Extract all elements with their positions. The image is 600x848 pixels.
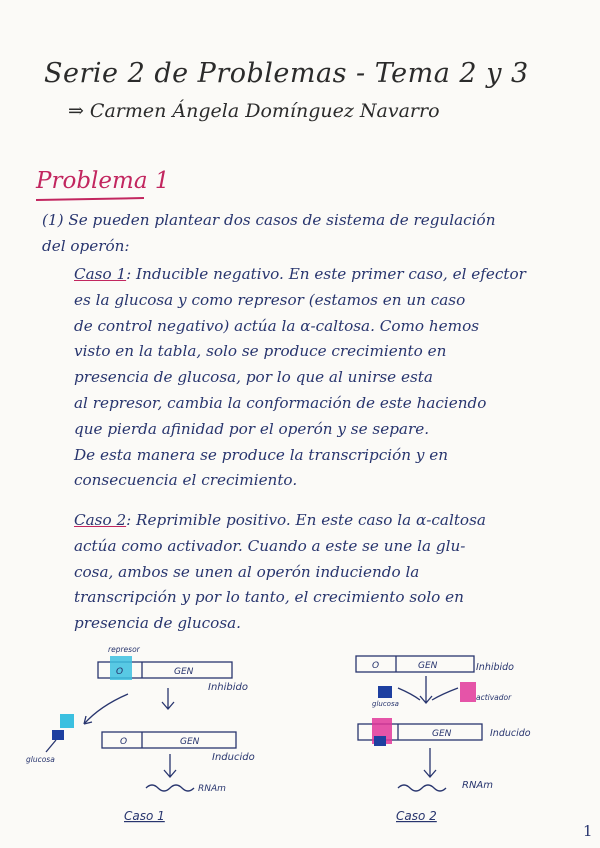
case1-glucosa-label: glucosa bbox=[26, 755, 55, 764]
text-line: transcripción y por lo tanto, el crecimiento solo en bbox=[74, 588, 464, 607]
caso1-paragraph bbox=[74, 262, 526, 494]
case1-caption: Caso 1 bbox=[124, 809, 165, 823]
text-line: De esta manera se produce la transcripción y en bbox=[74, 445, 449, 464]
case2-mrna-wave bbox=[398, 785, 446, 791]
case1-represor-label: represor bbox=[108, 645, 140, 654]
author-name: Carmen Ángela Domínguez Navarro bbox=[89, 100, 440, 122]
text-line: presencia de glucosa. bbox=[74, 614, 242, 633]
text-line: de control negativo) actúa la α-caltosa. Como hemos bbox=[74, 316, 480, 335]
text-line: Caso 2: Reprimible positivo. En este caso la α-caltosa bbox=[74, 511, 486, 529]
case1-state-top: Inhibido bbox=[208, 682, 248, 693]
text-line: Caso 1: Inducible negativo. En este primer caso, el efector bbox=[74, 265, 526, 283]
text-line: actúa como activador. Cuando a este se une la glu- bbox=[74, 536, 466, 555]
case1-operator2-label: O bbox=[120, 737, 128, 747]
case1-mrna-wave bbox=[146, 785, 194, 791]
page-title: Serie 2 de Problemas - Tema 2 y 3 bbox=[44, 58, 529, 89]
case2-operator-label: O bbox=[372, 661, 380, 671]
caso1-label: Caso 1 bbox=[74, 265, 127, 283]
text-line: del operón: bbox=[42, 236, 130, 255]
text-line: visto en la tabla, solo se produce crecimiento en bbox=[74, 342, 447, 361]
case1-released-repressor bbox=[60, 714, 74, 728]
author-line bbox=[68, 100, 440, 122]
case1-gene2-label: GEN bbox=[180, 737, 200, 747]
case1-glucosa-mark bbox=[52, 730, 64, 740]
text-line: que pierda afinidad por el operón y se separe. bbox=[74, 419, 430, 438]
case2-activador-label: activador bbox=[476, 693, 512, 702]
case2-caption: Caso 2 bbox=[396, 809, 437, 823]
heading-underline bbox=[36, 197, 144, 201]
case1-operator-label: O bbox=[116, 667, 124, 677]
case2-mrna-label: RNAm bbox=[462, 780, 494, 791]
case2-glucosa-mark bbox=[378, 686, 392, 698]
case2-glucosa-label: glucosa bbox=[372, 700, 399, 708]
problem-heading: Problema 1 bbox=[36, 168, 170, 194]
operon-diagram bbox=[0, 636, 600, 836]
case2-activador-mark bbox=[460, 682, 476, 702]
case1-state-bottom: Inducido bbox=[212, 752, 255, 763]
case1-mrna-label: RNAm bbox=[198, 784, 226, 794]
caso2-paragraph bbox=[74, 508, 486, 637]
text-line: (1) Se pueden plantear dos casos de sistema de regulación bbox=[42, 211, 496, 229]
case2-gene2-label: GEN bbox=[432, 729, 452, 739]
page-number: 1 bbox=[583, 822, 593, 840]
text-line: es la glucosa y como represor (estamos en un caso bbox=[74, 290, 466, 309]
case2-state-bottom: Inducido bbox=[490, 728, 531, 739]
text-line: consecuencia el crecimiento. bbox=[74, 471, 298, 490]
text-line: cosa, ambos se unen al operón induciendo la bbox=[74, 562, 420, 581]
case1-gene-label: GEN bbox=[174, 667, 194, 677]
text-line: presencia de glucosa, por lo que al unirse esta bbox=[74, 368, 433, 387]
case2-state-top: Inhibido bbox=[476, 662, 514, 673]
case2-gene-label: GEN bbox=[418, 661, 438, 671]
caso2-label: Caso 2 bbox=[74, 511, 127, 529]
intro-paragraph bbox=[42, 208, 495, 260]
text-line: al represor, cambia la conformación de este haciendo bbox=[74, 393, 487, 412]
arrow-icon: ⇒ bbox=[68, 100, 84, 122]
